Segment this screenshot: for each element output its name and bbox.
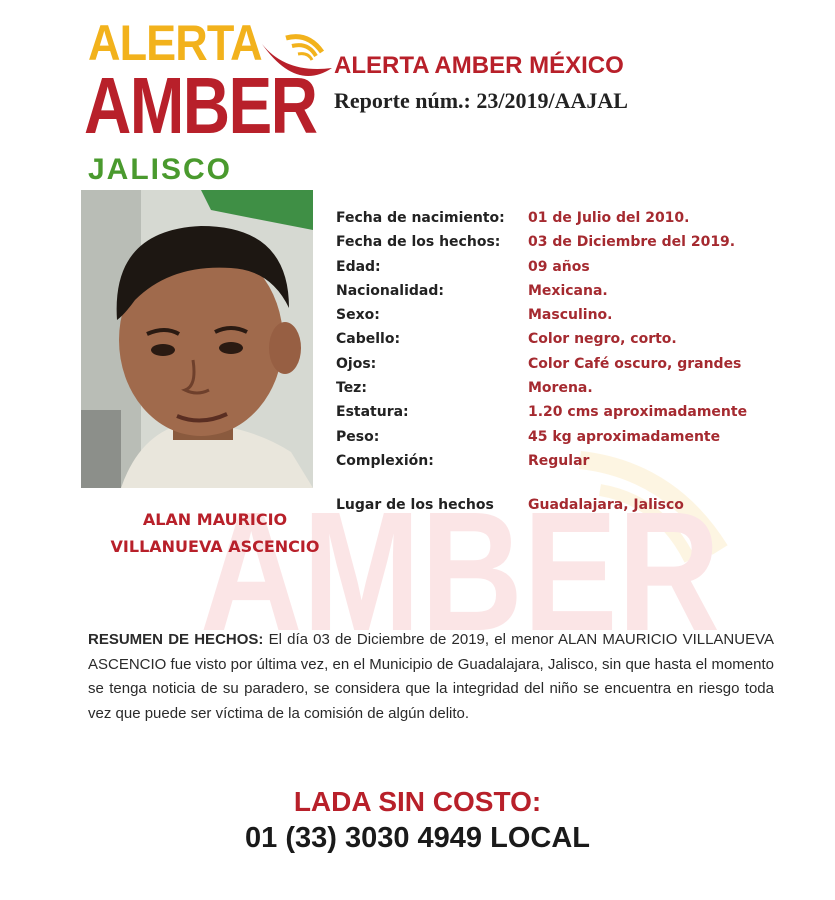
name-line-2: VILLANUEVA ASCENCIO xyxy=(110,537,320,556)
detail-row-birthdate xyxy=(336,210,806,234)
detail-label: Lugar de los hechos xyxy=(336,497,494,514)
detail-label: Fecha de los hechos: xyxy=(336,234,501,251)
name-line-1: ALAN MAURICIO xyxy=(142,510,288,529)
logo-alerta-text: ALERTA xyxy=(88,15,262,71)
toll-free-title: LADA SIN COSTO: xyxy=(293,786,542,817)
alert-title: ALERTA AMBER MÉXICO xyxy=(334,52,624,79)
detail-label: Nacionalidad: xyxy=(336,282,444,299)
detail-label: Fecha de nacimiento: xyxy=(336,210,505,226)
detail-row-height xyxy=(336,404,806,428)
report-number: Reporte núm.: 23/2019/AAJAL xyxy=(334,88,628,113)
summary-label: RESUMEN DE HECHOS: xyxy=(88,631,264,648)
detail-label: Edad: xyxy=(336,258,381,275)
detail-row-hair xyxy=(336,331,806,355)
alerta-amber-jalisco-logo xyxy=(82,12,332,187)
missing-person-name xyxy=(80,506,350,560)
portrait-illustration xyxy=(81,190,313,488)
detail-value: Mexicana. xyxy=(528,282,608,299)
detail-label: Tez: xyxy=(336,380,367,397)
detail-row-complexion-tone xyxy=(336,380,806,404)
logo-amber-text: AMBER xyxy=(84,61,317,150)
detail-value: Color negro, corto. xyxy=(528,331,677,348)
detail-row-build xyxy=(336,453,806,477)
event-summary xyxy=(88,628,774,726)
detail-value: 45 kg aproximadamente xyxy=(528,428,721,445)
missing-child-photo xyxy=(81,190,313,488)
detail-label: Ojos: xyxy=(336,355,377,372)
toll-free-phone: 01 (33) 3030 4949 LOCAL xyxy=(245,822,590,854)
svg-text:AMBER: AMBER xyxy=(200,477,720,640)
detail-row-weight xyxy=(336,429,806,453)
detail-row-age xyxy=(336,259,806,283)
detail-label: Estatura: xyxy=(336,404,409,421)
detail-value: Masculino. xyxy=(528,307,613,324)
detail-label: Cabello: xyxy=(336,331,401,348)
detail-value: Morena. xyxy=(528,380,593,397)
detail-row-eyes xyxy=(336,356,806,380)
detail-value: Regular xyxy=(528,452,590,469)
detail-value: 01 de Julio del 2010. xyxy=(528,210,690,226)
detail-value: Guadalajara, Jalisco xyxy=(528,497,684,514)
detail-row-sex xyxy=(336,307,806,331)
detail-label: Peso: xyxy=(336,428,380,445)
detail-row-location xyxy=(336,497,806,521)
detail-value: 03 de Diciembre del 2019. xyxy=(528,234,736,251)
detail-value: 1.20 cms aproximadamente xyxy=(528,404,748,421)
details-list xyxy=(336,210,806,522)
detail-label: Sexo: xyxy=(336,307,380,324)
detail-row-event-date xyxy=(336,234,806,258)
summary-text: El día 03 de Diciembre de 2019, el menor ALAN MAURICIO VILLANUEVA ASCENCIO fue visto por última vez, en el Municipio de Guadalajara, Jalisco, sin que hasta el momento se tenga noticia de su paradero, se considera que la integridad del niño se encuentra en riesgo toda vez que puede ser víctima de la comisión de algún delito. xyxy=(88,631,774,722)
detail-label: Complexión: xyxy=(336,452,434,469)
detail-value: 09 años xyxy=(528,258,590,275)
detail-row-nationality xyxy=(336,283,806,307)
logo-jalisco-text: JALISCO xyxy=(88,153,233,186)
detail-value: Color Café oscuro, grandes xyxy=(528,355,742,372)
